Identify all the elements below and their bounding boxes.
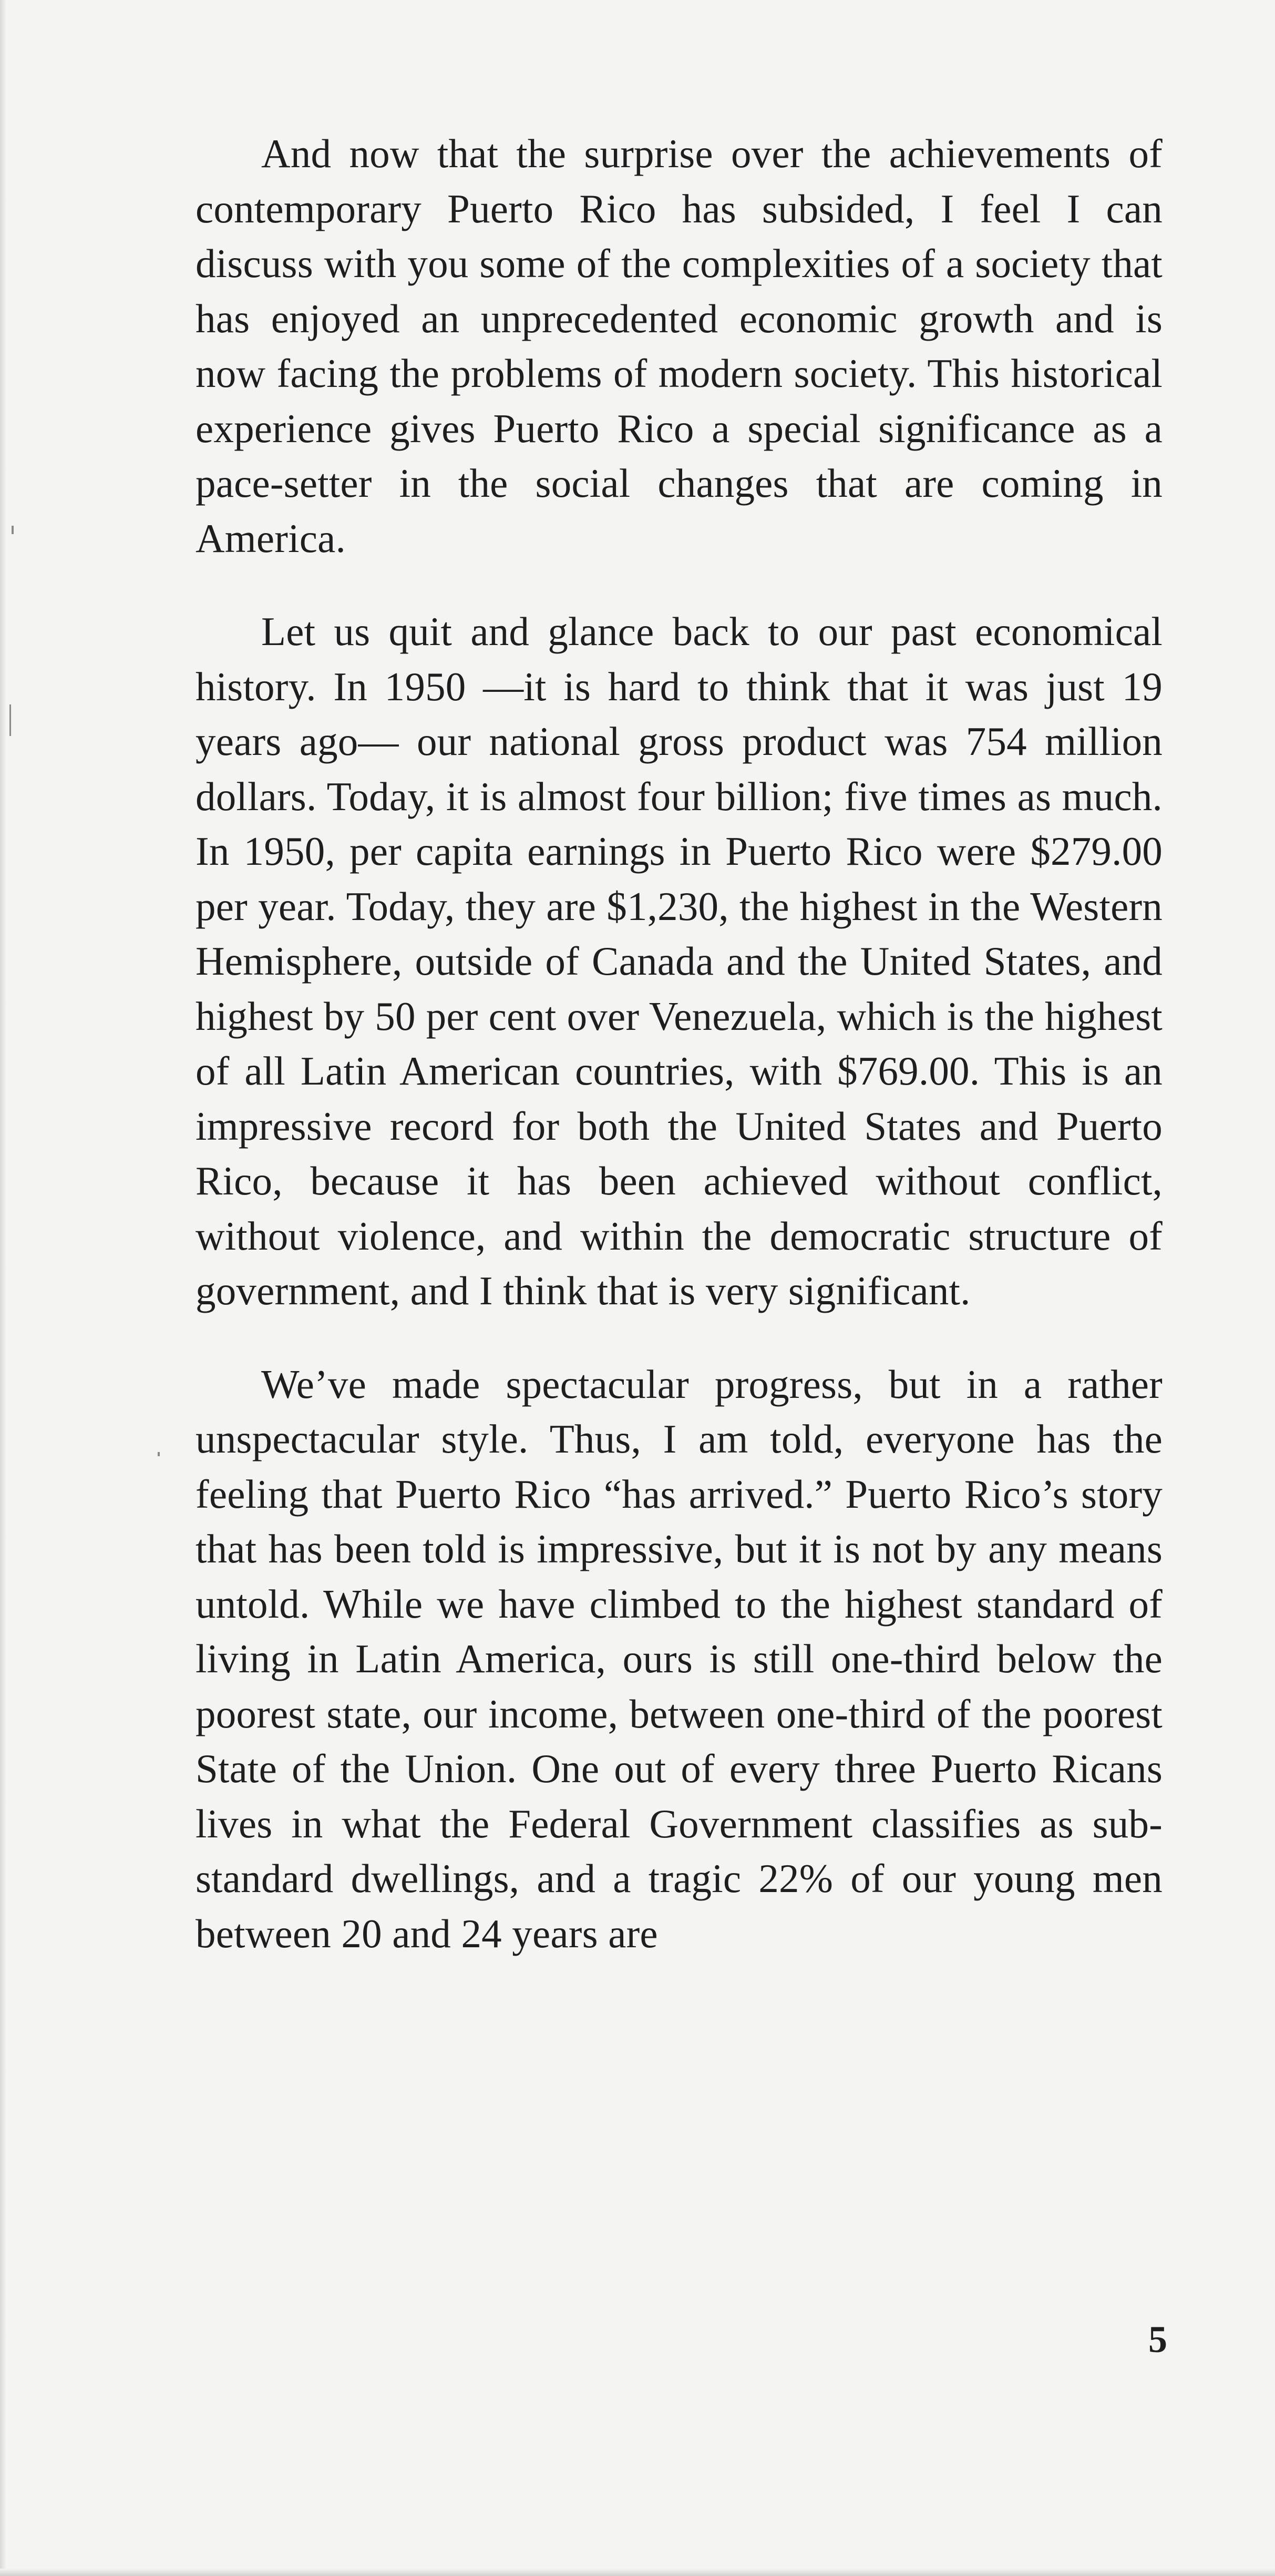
paragraph-3: We’ve made spectacular progress, but in a rather unspectacular style. Thus, I am told, everyone has the feeling that Puerto Rico “has arrived.” Puerto Rico’s story that has been told is impressive, but it is not by any means untold. While we have climbed to the highest standard of living in Latin America, ours is still one-third below the poorest state, our income, between one-third of the poorest State of the Union. One out of every three Puerto Ricans lives in what the Federal Government classifies as sub-standard dwellings, and a tragic 22% of our young men between 20 and 24 years are <box>196 1361 1163 1956</box>
body-text <box>196 126 1163 1999</box>
margin-mark <box>9 704 11 736</box>
paragraph-1: And now that the surprise over the achievements of contemporary Puerto Rico has subsided, I feel I can discuss with you some of the complexities of a society that has enjoyed an unprecedented economic growth and is now facing the problems of modern society. This historical experience gives Puerto Rico a special significance as a pace-setter in the social changes that are coming in America. <box>196 131 1163 561</box>
page-bottom-edge <box>0 2569 1275 2576</box>
paragraph-2: Let us quit and glance back to our past economical history. In 1950 —it is hard to think that it was just 19 years ago— our national gross product was 754 million dollars. Today, it is almost four billion; five times as much. In 1950, per capita earnings in Puerto Rico were $279.00 per year. Today, they are $1,230, the highest in the Western Hemisphere, outside of Canada and the United States, and highest by 50 per cent over Venezuela, which is the highest of all Latin American countries, with $769.00. This is an impressive record for both the United States and Puerto Rico, because it has been achieved without conflict, without violence, and within the democratic structure of government, and I think that is very significant. <box>196 609 1163 1313</box>
margin-mark <box>158 1452 160 1456</box>
page-number: 5 <box>1148 2318 1167 2360</box>
margin-mark <box>12 526 14 534</box>
page-left-edge-shadow <box>0 0 6 2576</box>
